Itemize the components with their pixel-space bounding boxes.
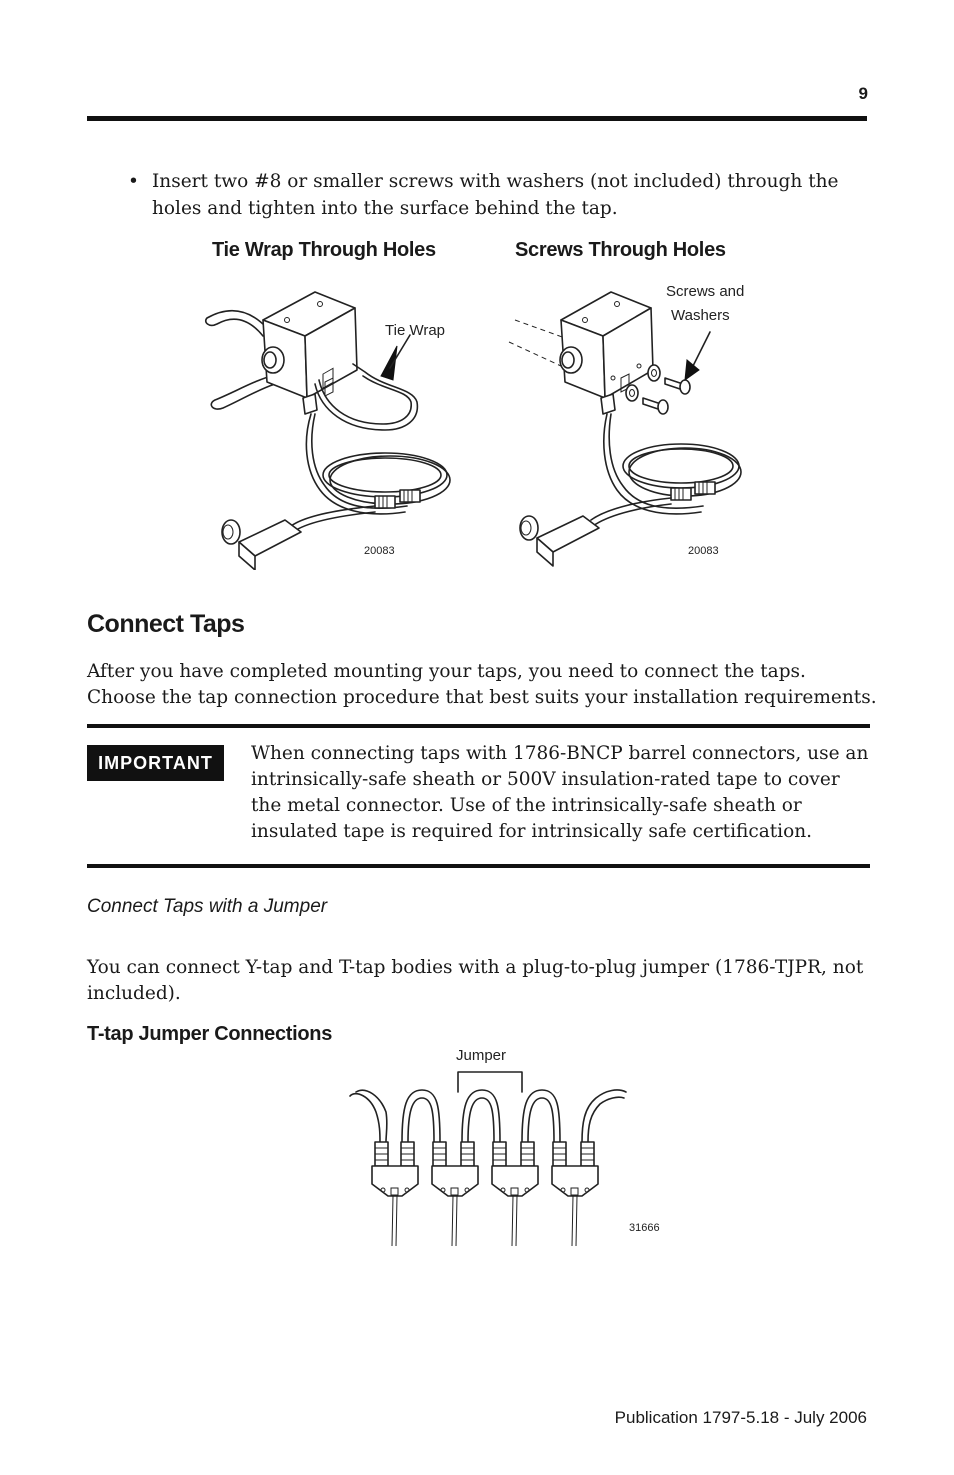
screws-illustration — [505, 280, 755, 570]
section-heading: Connect Taps — [87, 610, 245, 638]
callout-screws-line2: Washers — [671, 307, 730, 324]
callout-tie-wrap: Tie Wrap — [385, 322, 446, 339]
bullet-marker: • — [128, 171, 139, 192]
intro-paragraph: After you have completed mounting your taps, you need to connect the taps. Choose the tap connection procedure that best suits your installation requirements. — [87, 661, 877, 708]
figure-title-jumper: T-tap Jumper Connections — [87, 1023, 333, 1045]
jumper-paragraph: You can connect Y-tap and T-tap bodies with a plug-to-plug jumper (1786-TJPR, not included). — [87, 957, 864, 1004]
callout-jumper: Jumper — [456, 1047, 507, 1064]
important-badge: IMPORTANT — [87, 745, 224, 781]
important-top-rule — [87, 724, 870, 728]
figure-number-screws: 20083 — [688, 545, 719, 557]
callout-screws-line1: Screws and — [666, 283, 745, 300]
subsection-heading: Connect Taps with a Jumper — [87, 896, 328, 917]
bullet-text: Insert two #8 or smaller screws with washers (not included) through the holes and tighten into the surface behind the tap. — [152, 171, 839, 219]
tie-wrap-illustration — [195, 280, 465, 570]
publication-footer: Publication 1797-5.18 - July 2006 — [614, 1408, 867, 1427]
figure-title-screws: Screws Through Holes — [515, 239, 726, 261]
figure-title-tie-wrap: Tie Wrap Through Holes — [212, 239, 436, 261]
jumper-illustration — [340, 1068, 640, 1253]
figure-number-tie-wrap: 20083 — [364, 545, 395, 557]
important-bottom-rule — [87, 864, 870, 868]
important-text: When connecting taps with 1786-BNCP barrel connectors, use an intrinsically-safe sheath or 500V insulation-rated tape to cover the metal connector. Use of the intrinsically-safe sheath or insulated tape is required for intrinsically safe certification. — [251, 743, 869, 842]
figure-number-jumper: 31666 — [629, 1222, 660, 1234]
page-number: 9 — [858, 84, 868, 103]
header-rule — [87, 116, 867, 121]
